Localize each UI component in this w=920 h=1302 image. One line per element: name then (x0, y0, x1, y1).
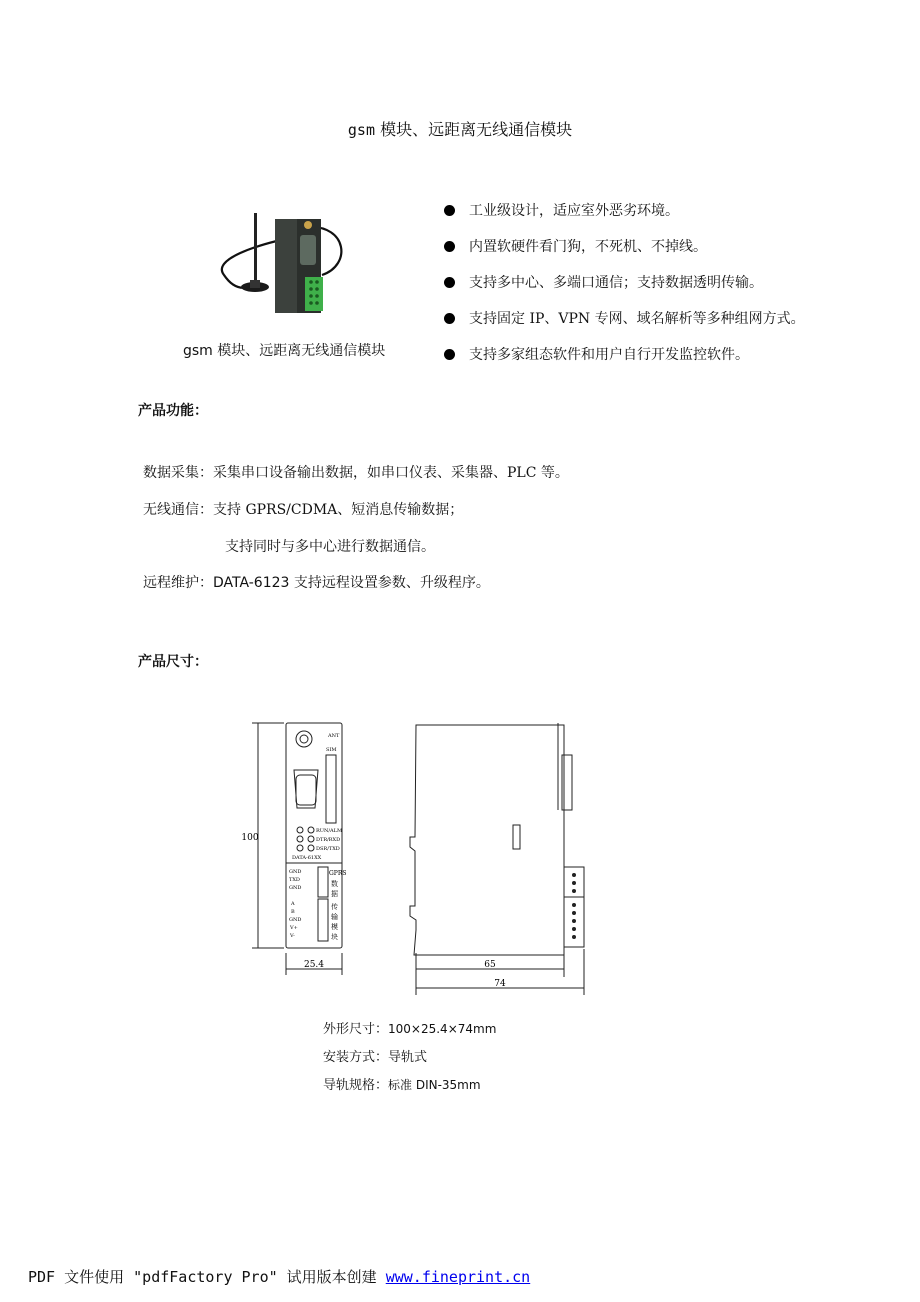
pin-label: A (291, 901, 295, 907)
pin-label: GND (289, 885, 302, 891)
photo-caption: gsm 模块、远距离无线通信模块 (183, 343, 386, 359)
front-label: DTR/RXD (316, 837, 341, 843)
function-label: 无线通信： (143, 502, 213, 518)
bullet-item (442, 344, 805, 380)
front-label: DSR/TXD (316, 846, 340, 852)
bullet-dot-icon (444, 277, 455, 288)
title-rest: 模块、远距离无线通信模块 (375, 120, 573, 139)
bullet-dot-icon (444, 205, 455, 216)
pin-label: V+ (290, 925, 298, 931)
side-text: 据 (331, 890, 338, 898)
spec-value: 100×25.4×74mm (388, 1022, 497, 1036)
bullet-dot-icon (444, 313, 455, 324)
pdf-footer (28, 1266, 530, 1287)
bullet-item (442, 200, 805, 236)
spec-value: 导轨式 (388, 1050, 428, 1065)
spec-value: 标准 DIN-35mm (388, 1078, 481, 1092)
bullet-text: 支持多家组态软件和用户自行开发监控软件。 (469, 347, 749, 363)
function-text: 支持同时与多中心进行数据通信。 (225, 539, 435, 555)
feature-bullets (442, 200, 805, 380)
side-text: 传 (331, 903, 338, 911)
bullet-item (442, 272, 805, 308)
function-text: DATA-6123 支持远程设置参数、升级程序。 (213, 575, 490, 591)
pin-label: GND (289, 917, 302, 923)
function-line (143, 572, 490, 592)
spec-line (323, 1046, 427, 1065)
side-text: GPRS (329, 870, 347, 877)
footer-link[interactable]: www.fineprint.cn (385, 1268, 531, 1286)
pin-label: TXD (289, 877, 300, 883)
spec-label: 导轨规格： (323, 1078, 389, 1093)
spec-line (323, 1018, 496, 1037)
functions-heading: 产品功能： (138, 403, 208, 419)
bullet-text: 内置软硬件看门狗，不死机、不掉线。 (469, 239, 707, 255)
bullet-dot-icon (444, 241, 455, 252)
bullet-text: 支持固定 IP、VPN 专网、域名解析等多种组网方式。 (469, 311, 805, 327)
product-photo (212, 205, 352, 320)
function-label: 远程维护： (143, 575, 213, 591)
function-text: 支持 GPRS/CDMA、短消息传输数据； (213, 502, 464, 518)
spec-label: 安装方式： (323, 1050, 389, 1065)
function-line (143, 462, 569, 482)
outer-depth-dim-label: 74 (494, 979, 506, 989)
function-text: 采集串口设备输出数据，如串口仪表、采集器、PLC 等。 (213, 465, 569, 481)
front-label: SIM (326, 747, 337, 753)
side-view-outline (410, 725, 564, 955)
pin-label: GND (289, 869, 302, 875)
dimension-drawing (236, 715, 596, 1005)
width-dim-label: 25.4 (303, 960, 325, 970)
side-text: 数 (331, 880, 338, 888)
front-label: RUN/ALM (316, 828, 343, 834)
spec-line (323, 1074, 481, 1093)
front-label: ANT (328, 733, 340, 739)
function-line (143, 499, 463, 519)
height-dim-label: 100 (241, 833, 259, 843)
bullet-item (442, 308, 805, 344)
bullet-dot-icon (444, 349, 455, 360)
size-heading: 产品尺寸： (138, 654, 208, 670)
bullet-item (442, 236, 805, 272)
bullet-text: 支持多中心、多端口通信；支持数据透明传输。 (469, 275, 763, 291)
spec-label: 外形尺寸： (323, 1022, 389, 1037)
inner-depth-dim-label: 65 (484, 960, 496, 970)
document-title (0, 117, 920, 140)
pin-label: B (291, 909, 295, 915)
front-label: DATA-61XX (292, 855, 322, 861)
side-text: 输 (331, 913, 338, 921)
side-text: 块 (331, 933, 338, 941)
bullet-text: 工业级设计，适应室外恶劣环境。 (469, 203, 679, 219)
footer-text: PDF 文件使用 "pdfFactory Pro" 试用版本创建 (28, 1268, 386, 1286)
pin-label: V- (290, 933, 295, 939)
title-latin: gsm (347, 121, 375, 139)
function-line (225, 536, 435, 556)
side-text: 模 (331, 923, 338, 931)
function-label: 数据采集： (143, 465, 213, 481)
